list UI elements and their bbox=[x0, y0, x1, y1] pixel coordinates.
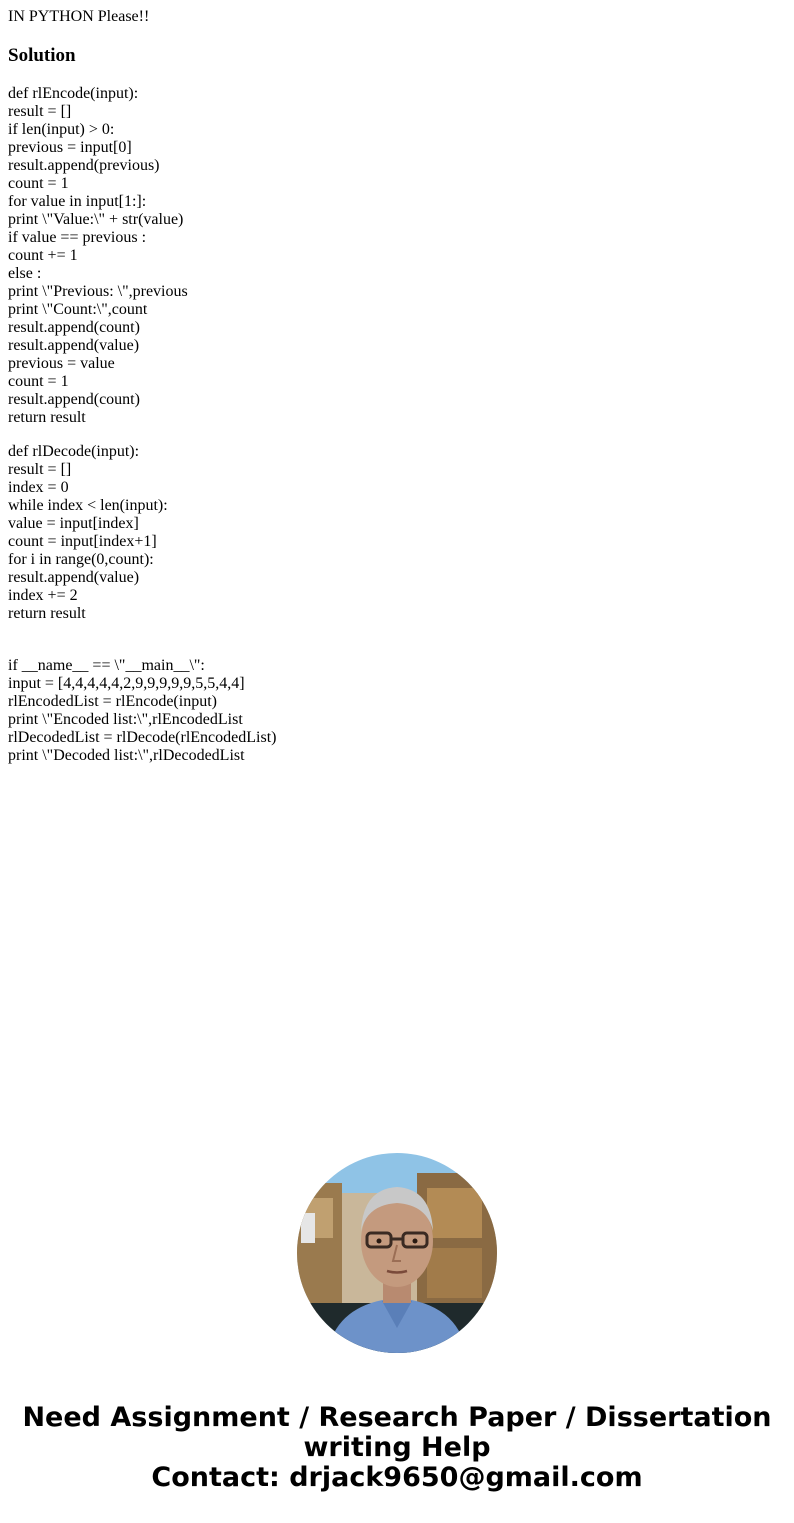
code-line: previous = input[0] bbox=[8, 139, 132, 156]
code-line: result = [] bbox=[8, 103, 72, 120]
code-line: return result bbox=[8, 409, 86, 426]
code-line: for i in range(0,count): bbox=[8, 551, 154, 568]
code-line: if __name__ == \"__main__\": bbox=[8, 657, 205, 674]
code-line: while index < len(input): bbox=[8, 497, 168, 514]
code-line: return result bbox=[8, 605, 86, 622]
code-line: count = 1 bbox=[8, 175, 69, 192]
footer-line-2: writing Help bbox=[303, 1432, 491, 1463]
footer-line-1: Need Assignment / Research Paper / Dissertation bbox=[22, 1402, 772, 1433]
code-line: else : bbox=[8, 265, 42, 282]
question-text: IN PYTHON Please!! bbox=[8, 8, 150, 25]
code-line: for value in input[1:]: bbox=[8, 193, 147, 210]
code-line: def rlEncode(input): bbox=[8, 85, 139, 102]
code-line: input = [4,4,4,4,4,2,9,9,9,9,9,5,5,4,4] bbox=[8, 675, 245, 692]
code-line: index += 2 bbox=[8, 587, 78, 604]
footer-contact-banner bbox=[0, 1403, 794, 1493]
code-line: def rlDecode(input): bbox=[8, 443, 140, 460]
code-line: count += 1 bbox=[8, 247, 78, 264]
code-line: count = 1 bbox=[8, 373, 69, 390]
code-line: print \"Count:\",count bbox=[8, 301, 148, 318]
code-line: print \"Encoded list:\",rlEncodedList bbox=[8, 711, 243, 728]
code-block-encode bbox=[8, 85, 188, 427]
code-line: print \"Value:\" + str(value) bbox=[8, 211, 184, 228]
code-line: result.append(value) bbox=[8, 569, 140, 586]
code-line: previous = value bbox=[8, 355, 115, 372]
code-line: if value == previous : bbox=[8, 229, 147, 246]
code-block-main bbox=[8, 657, 276, 765]
code-line: rlEncodedList = rlEncode(input) bbox=[8, 693, 217, 710]
code-line: result.append(count) bbox=[8, 391, 140, 408]
code-line: result.append(count) bbox=[8, 319, 140, 336]
code-line: print \"Previous: \",previous bbox=[8, 283, 188, 300]
code-block-decode bbox=[8, 443, 168, 623]
code-line: if len(input) > 0: bbox=[8, 121, 115, 138]
solution-heading: Solution bbox=[8, 45, 76, 66]
code-line: print \"Decoded list:\",rlDecodedList bbox=[8, 747, 245, 764]
code-line: value = input[index] bbox=[8, 515, 139, 532]
code-line: result.append(previous) bbox=[8, 157, 160, 174]
code-line: result.append(value) bbox=[8, 337, 140, 354]
code-line: index = 0 bbox=[8, 479, 69, 496]
footer-contact-email[interactable]: Contact: drjack9650@gmail.com bbox=[151, 1462, 643, 1493]
code-line: result = [] bbox=[8, 461, 72, 478]
code-line: count = input[index+1] bbox=[8, 533, 157, 550]
author-portrait-icon bbox=[297, 1153, 497, 1353]
code-line: rlDecodedList = rlDecode(rlEncodedList) bbox=[8, 729, 277, 746]
